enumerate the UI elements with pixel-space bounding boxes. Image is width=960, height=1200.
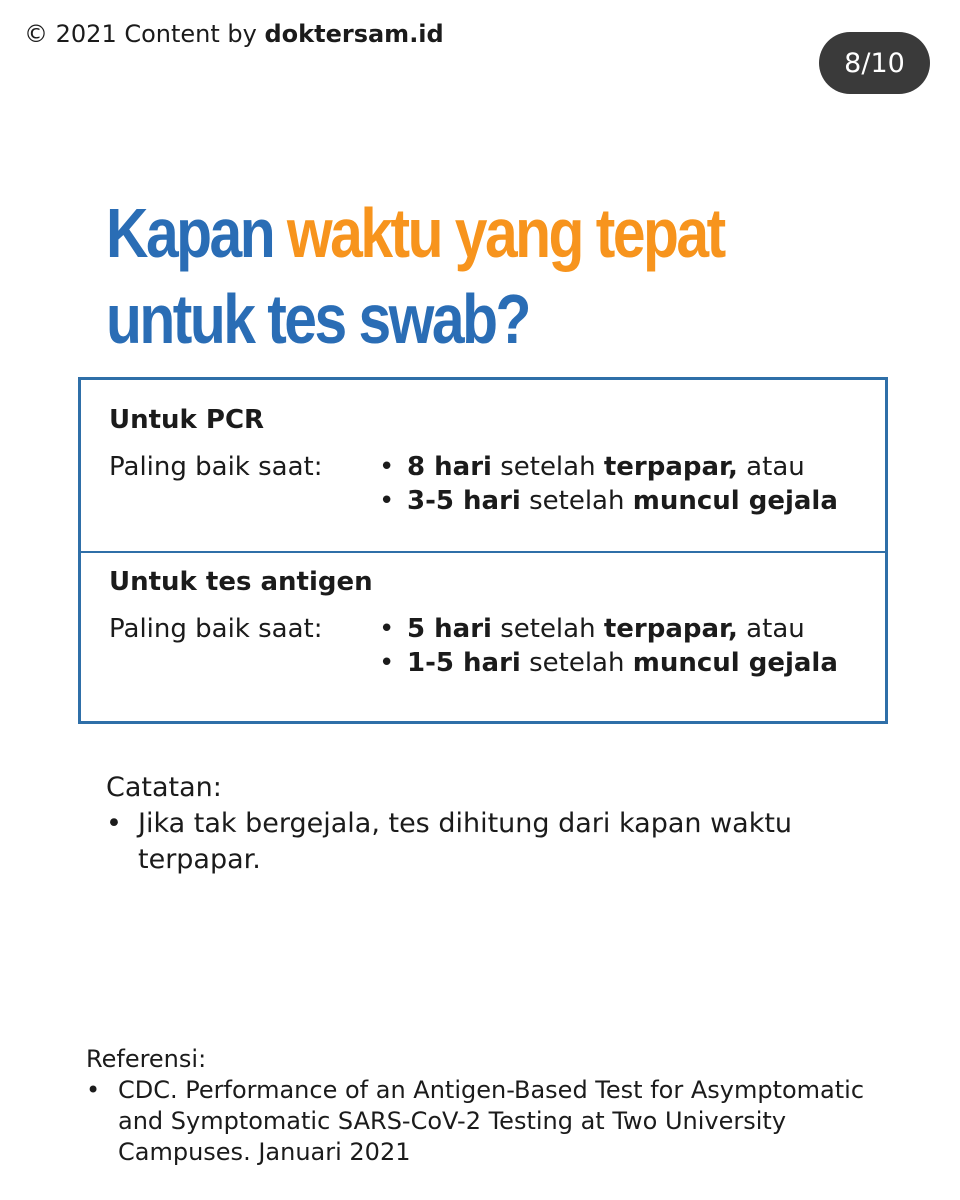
page-title — [106, 190, 724, 362]
notes-section — [106, 770, 858, 878]
notes-heading: Catatan: — [106, 772, 222, 803]
antigen-bullets — [375, 612, 838, 680]
pcr-bullets — [375, 450, 838, 518]
antigen-lead: Paling baik saat: — [109, 614, 323, 644]
title-part-1: Kapan — [106, 194, 287, 272]
title-line-2: untuk tes swab? — [106, 280, 529, 358]
pcr-lead: Paling baik saat: — [109, 452, 323, 482]
section-divider — [81, 551, 885, 553]
list-item: • 5 hari setelah terpapar, atau — [375, 612, 838, 646]
list-item: • 8 hari setelah terpapar, atau — [375, 450, 838, 484]
list-item: • 3-5 hari setelah muncul gejala — [375, 484, 838, 518]
reference-item: • CDC. Performance of an Antigen-Based Test for Asymptomatic and Symptomatic SARS-CoV-2 Testing at Two University Campuses. Januari 2021 — [86, 1075, 878, 1168]
pcr-heading: Untuk PCR — [109, 405, 265, 435]
pcr-section — [109, 404, 875, 518]
copyright-notice — [24, 20, 444, 48]
brand-name: doktersam.id — [264, 20, 444, 48]
note-item: • Jika tak bergejala, tes dihitung dari kapan waktu terpapar. — [106, 806, 858, 878]
page-indicator-badge: 8/10 — [819, 32, 930, 94]
test-timing-box — [78, 377, 888, 724]
antigen-heading: Untuk tes antigen — [109, 567, 373, 597]
antigen-section — [109, 566, 875, 680]
list-item: • 1-5 hari setelah muncul gejala — [375, 646, 838, 680]
title-highlight: waktu yang tepat — [286, 194, 724, 272]
copyright-prefix: © 2021 Content by — [24, 20, 265, 48]
references-section — [86, 1044, 878, 1168]
references-heading: Referensi: — [86, 1045, 207, 1073]
